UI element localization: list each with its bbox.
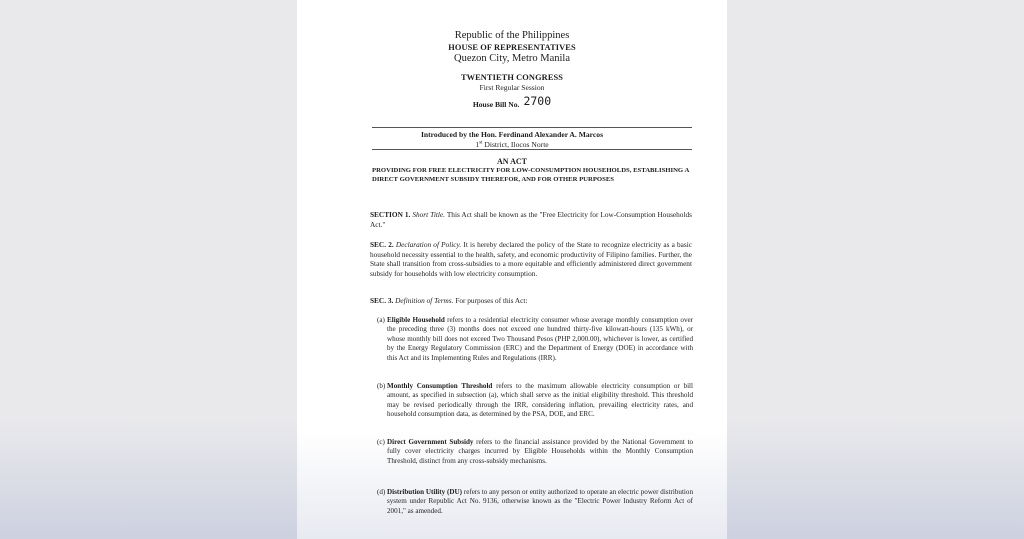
definition-d-term: Distribution Utility (DU)	[387, 488, 462, 496]
section-1-label: SECTION 1.	[370, 210, 411, 219]
bill-label: House Bill No.	[472, 100, 520, 109]
section-2-label: SEC. 2.	[370, 240, 394, 249]
city-heading: Quezon City, Metro Manila	[454, 53, 570, 64]
definition-b-label: (b)	[377, 382, 386, 390]
section-2	[370, 240, 692, 279]
definition-a-label: (a)	[377, 316, 385, 324]
definition-c-term: Direct Government Subsidy	[387, 438, 474, 446]
congress-heading: TWENTIETH CONGRESS	[460, 73, 564, 82]
definition-c-label: (c)	[377, 438, 385, 446]
district-number: 1	[475, 140, 480, 149]
definition-b	[377, 382, 694, 420]
district-name: District, Ilocos Norte	[482, 140, 549, 149]
bill-document-page	[297, 0, 727, 539]
house-bill-line	[297, 94, 727, 112]
section-1	[370, 210, 692, 229]
section-3-title: Definition of Terms.	[395, 296, 454, 305]
act-heading: AN ACT	[496, 157, 527, 166]
section-2-text: It is hereby declared the policy of the State to recognize electricity as a basic household necessity essential to the health, safety, and economic productivity of Filipino families. Further, the State shall transition from cross-subsidies to a more equitable and efficiently administered direct government subsidy for households with low electricity consumption.	[370, 240, 692, 279]
section-1-title: Short Title.	[412, 210, 445, 219]
top-rule	[372, 127, 692, 128]
definition-c	[377, 438, 693, 466]
definition-a-term: Eligible Household	[387, 316, 445, 324]
house-heading: HOUSE OF REPRESENTATIVES	[448, 43, 576, 52]
bill-number: 2700	[523, 94, 552, 108]
session-heading: First Regular Session	[479, 83, 545, 92]
definition-c-text: refers to the financial assistance provided by the National Government to fully cover electricity charges incurred by Eligible Households within the Monthly Consumption Threshold, distinct from any cross-subsidy mechanisms.	[387, 438, 693, 465]
introducer-line: Introduced by the Hon. Ferdinand Alexander A. Marcos	[420, 130, 604, 139]
definition-b-text: refers to the maximum allowable electricity consumption or bill amount, as specified in subsection (a), which shall serve as the initial eligibility threshold. This threshold may be revised periodically through the IRR, considering inflation, prevailing electricity rates, and household consumption data, as determined by the PSA, DOE, and ERC.	[387, 382, 694, 419]
section-1-text: This Act shall be known as the "Free Electricity for Low-Consumption Households Act."	[370, 210, 692, 229]
definition-d	[377, 488, 693, 516]
section-2-title: Declaration of Policy.	[395, 240, 462, 249]
definition-a	[377, 316, 694, 363]
definition-d-text: refers to any person or entity authorized to operate an electric power distribution system under Republic Act No. 9136, otherwise known as the "Electric Power Industry Reform Act of 2001," as amended.	[387, 488, 693, 515]
section-3-text: For purposes of this Act:	[455, 296, 528, 305]
definition-b-term: Monthly Consumption Threshold	[387, 382, 493, 390]
section-3	[370, 296, 692, 306]
act-title: PROVIDING FOR FREE ELECTRICITY FOR LOW-CONSUMPTION HOUSEHOLDS, ESTABLISHING A DIRECT GOVERNMENT SUBSIDY THEREFOR, AND FOR OTHER PURPOSES	[372, 167, 689, 183]
republic-heading: Republic of the Philippines	[454, 30, 570, 41]
definition-d-label: (d)	[377, 488, 386, 496]
district-line	[297, 140, 727, 149]
section-3-label: SEC. 3.	[370, 296, 394, 305]
bottom-rule	[372, 149, 692, 150]
definition-a-text: refers to a residential electricity consumer whose average monthly consumption over the preceding three (3) months does not exceed one hundred thirty-five kilowatt-hours (135 kWh), or whose monthly bill does not exceed Two Thousand Pesos (PHP 2,000.00), whichever is lower, as certified by the Energy Regulatory Commission (ERC) and the Department of Energy (DOE) in accordance with this Act and its Implementing Rules and Regulations (IRR).	[387, 316, 694, 362]
district-suffix: st	[479, 140, 483, 146]
